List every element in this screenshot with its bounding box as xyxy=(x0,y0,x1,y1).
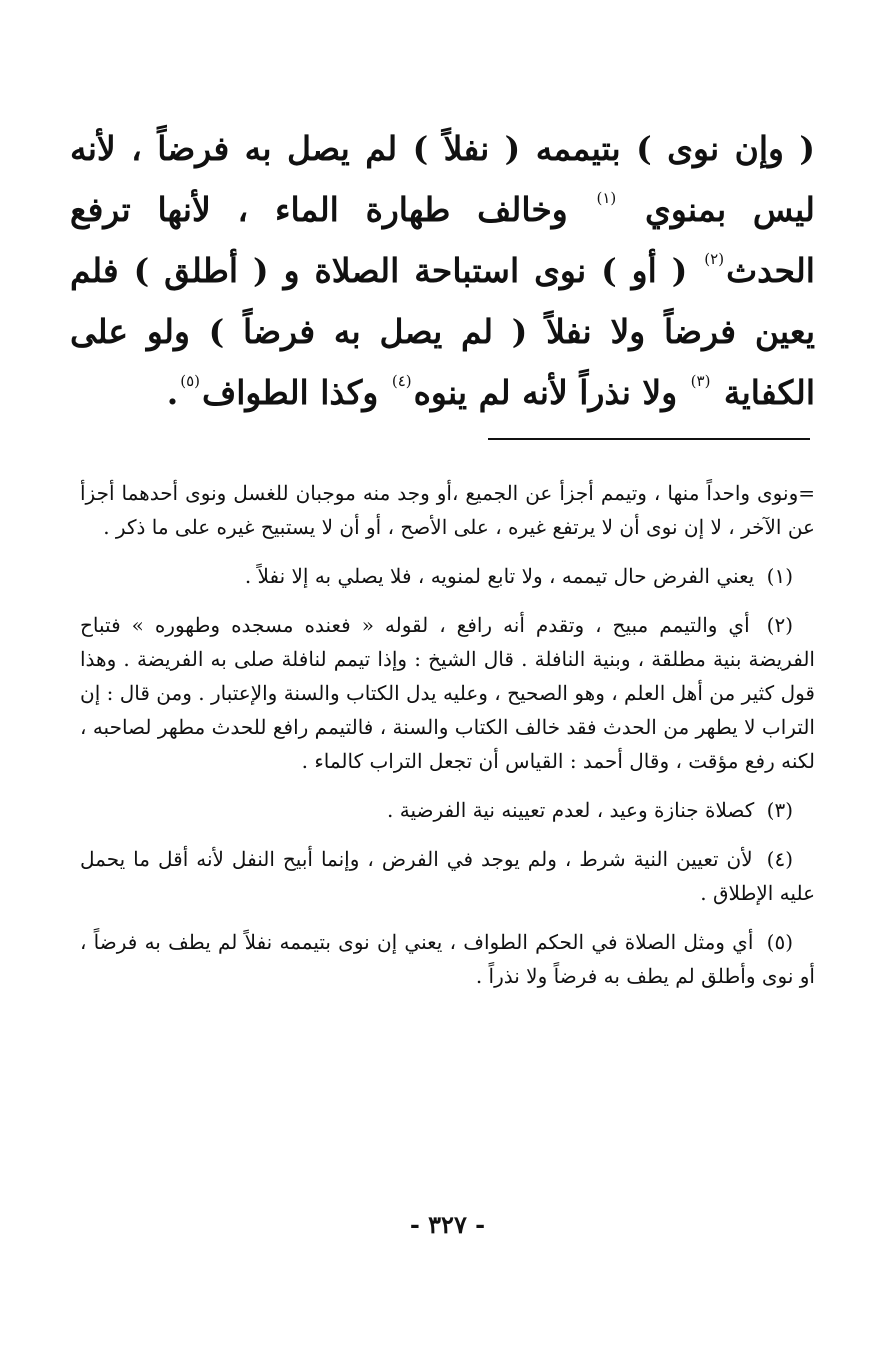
footnote-2-number: (٢) xyxy=(766,613,794,637)
footnote-5 xyxy=(80,925,815,993)
footnote-ref-5: (٥) xyxy=(180,372,200,390)
footnote-1-number: (١) xyxy=(766,564,793,588)
footnote-continuation-text: =ونوى واحداً منها ، وتيمم أجزأ عن الجميع ،أو وجد منه موجبان للغسل ونوى أحدهما أجزأ عن الآخر ، لا إن نوى أن لا يرتفع غيره ، على الأصح ، أو أن لا يستبيح غيره على ما ذكر . xyxy=(80,481,815,539)
footnote-2-text: أي والتيمم مبيح ، وتقدم أنه رافع ، لقوله « فعنده مسجده وطهوره » فتباح الفريضة بنية مطلقة ، وبنية النافلة . قال الشيخ : وإذا تيمم لنافلة صلى به الفريضة . وهذا قول كثير من أهل العلم ، وهو الصحيح ، وعليه يدل الكتاب والسنة والإعتبار . ومن قال : إن التراب لا يطهر من الحدث فقد خالف الكتاب والسنة ، فالتيمم رافع للحدث مطهر لصاحبه ، لكنه رفع مؤقت ، وقال أحمد : القياس أن تجعل التراب كالماء . xyxy=(80,613,815,773)
footnote-ref-1: (١) xyxy=(596,189,617,207)
main-text-part-4: ولا نذراً لأنه لم ينوه xyxy=(413,373,678,412)
main-paragraph xyxy=(70,118,815,423)
footnote-4-text: لأن تعيين النية شرط ، ولم يوجد في الفرض ، وإنما أبيح النفل لأنه أقل ما يحمل عليه الإطلاق . xyxy=(80,847,815,905)
footnote-ref-3: (٣) xyxy=(690,372,711,390)
footnote-separator xyxy=(488,438,810,440)
main-text-end: . xyxy=(166,373,179,412)
main-text-part-1: ( وإن نوى ) بتيممه ( نفلاً ) لم يصل به فرضاً ، لأنه ليس بمنوي xyxy=(70,129,815,229)
footnote-4 xyxy=(80,842,815,910)
footnote-3-text: كصلاة جنازة وعيد ، لعدم تعيينه نية الفرضية . xyxy=(387,798,755,822)
footnotes-block xyxy=(80,476,815,1008)
footnote-1-text: يعني الفرض حال تيممه ، ولا تابع لمنويه ، فلا يصلي به إلا نفلاً . xyxy=(244,564,755,588)
footnote-1 xyxy=(80,559,815,593)
footnote-continuation xyxy=(80,476,815,544)
page-number: - ٣٢٧ - xyxy=(409,1210,486,1239)
main-text-part-2: وخالف طهارة الماء ، لأنها ترفع الحدث xyxy=(70,190,815,290)
footnote-2 xyxy=(80,608,815,778)
footnote-3-number: (٣) xyxy=(766,798,793,822)
main-text-block xyxy=(70,118,815,423)
footnote-ref-2: (٢) xyxy=(704,250,725,268)
footnote-5-text: أي ومثل الصلاة في الحكم الطواف ، يعني إن نوى بتيممه نفلاً لم يطف به فرضاً ، أو نوى وأطلق لم يطف به فرضاً ولا نذراً . xyxy=(80,930,815,988)
footnote-3 xyxy=(80,793,815,827)
main-text-part-3: ( أو ) نوى استباحة الصلاة و ( أطلق ) فلم يعين فرضاً ولا نفلاً ( لم يصل به فرضاً ) ولو على الكفاية xyxy=(70,251,815,412)
footnote-4-number: (٤) xyxy=(766,847,794,871)
footnote-5-number: (٥) xyxy=(766,930,794,954)
main-text-part-5: وكذا الطواف xyxy=(201,373,379,412)
footnote-ref-4: (٤) xyxy=(391,372,412,390)
